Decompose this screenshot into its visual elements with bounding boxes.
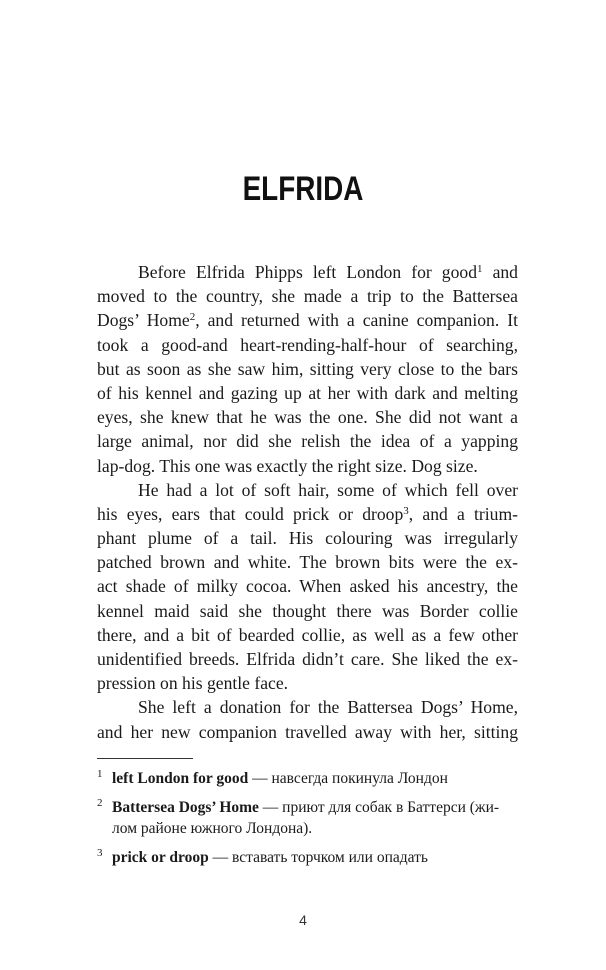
footnote-ref[interactable]: 1 (477, 263, 483, 275)
footnote-text (97, 768, 518, 789)
footnote-text (97, 797, 518, 818)
text-line: large animal, nor did she relish the idea of a yapping (97, 431, 518, 452)
footnote-2 (97, 797, 518, 839)
dash: — (208, 849, 232, 866)
text-line: kennel maid said she thought there was Border collie (97, 600, 518, 621)
text-line: eyes, she knew that he was the one. She did not want a (97, 407, 518, 428)
text-line (97, 260, 518, 284)
text-line: patched brown and white. The brown bits were the ex- (97, 552, 518, 573)
footnote-text (97, 847, 518, 868)
text: his eyes, ears that could prick or droop (97, 503, 404, 524)
text: , and a trium- (408, 503, 518, 524)
footnote-term: left London for good (112, 770, 249, 787)
footnote-number: 3 (97, 847, 103, 859)
text: and (482, 262, 518, 282)
text-line: lap-dog. This one was exactly the right size. Dog size. (97, 455, 478, 476)
footnote-ref[interactable]: 3 (403, 504, 409, 517)
text-line (97, 308, 518, 332)
dash: — (248, 770, 272, 787)
text-line (97, 502, 518, 526)
footnote-term: prick or droop (112, 849, 209, 866)
footnote-divider (97, 758, 193, 759)
text-line: She left a donation for the Battersea Dogs’ Home, (138, 697, 518, 718)
footnote-number: 2 (97, 797, 103, 809)
text-line: act shade of milky cocoa. When asked his ancestry, the (97, 576, 518, 597)
text-line: and her new companion travelled away with her, sitting (97, 721, 518, 742)
text-line: but as soon as she saw him, sitting very close to the bars (97, 358, 518, 379)
footnote-3 (97, 847, 518, 868)
footnote-translation: приют для собак в Баттерси (жи- (282, 799, 500, 816)
footnote-number: 1 (97, 768, 103, 780)
text-line: unidentified breeds. Elfrida didn’t care. She liked the ex- (97, 649, 518, 669)
text-line: moved to the country, she made a trip to the Battersea (97, 286, 518, 307)
text: , and returned with a canine companion. It (195, 310, 518, 331)
footnote-translation: навсегда покинула Лондон (271, 770, 448, 787)
footnote-text-cont: лом районе южного Лондона). (112, 820, 313, 837)
dash: — (258, 799, 283, 816)
footnote-ref[interactable]: 2 (189, 311, 196, 324)
text-line: phant plume of a tail. His colouring was irregularly (97, 528, 518, 549)
chapter-title: ELFRIDA (242, 170, 364, 208)
footnote-translation: вставать торчком или опадать (232, 849, 428, 866)
footnote-term: Battersea Dogs’ Home (112, 799, 259, 816)
text-line: He had a lot of soft hair, some of which fell over (138, 479, 518, 500)
page-number: 4 (299, 912, 307, 928)
text-line: took a good-and heart-rending-half-hour of searching, (97, 334, 518, 355)
text-line: of his kennel and gazing up at her with dark and melting (97, 382, 518, 403)
footnote-1 (97, 768, 518, 789)
text-line: pression on his gentle face. (97, 673, 289, 694)
body-text (97, 260, 518, 744)
text: Dogs’ Home (97, 310, 190, 331)
text-line: there, and a bit of bearded collie, as well as a few other (97, 624, 518, 645)
text: Before Elfrida Phipps left London for good (138, 262, 477, 282)
